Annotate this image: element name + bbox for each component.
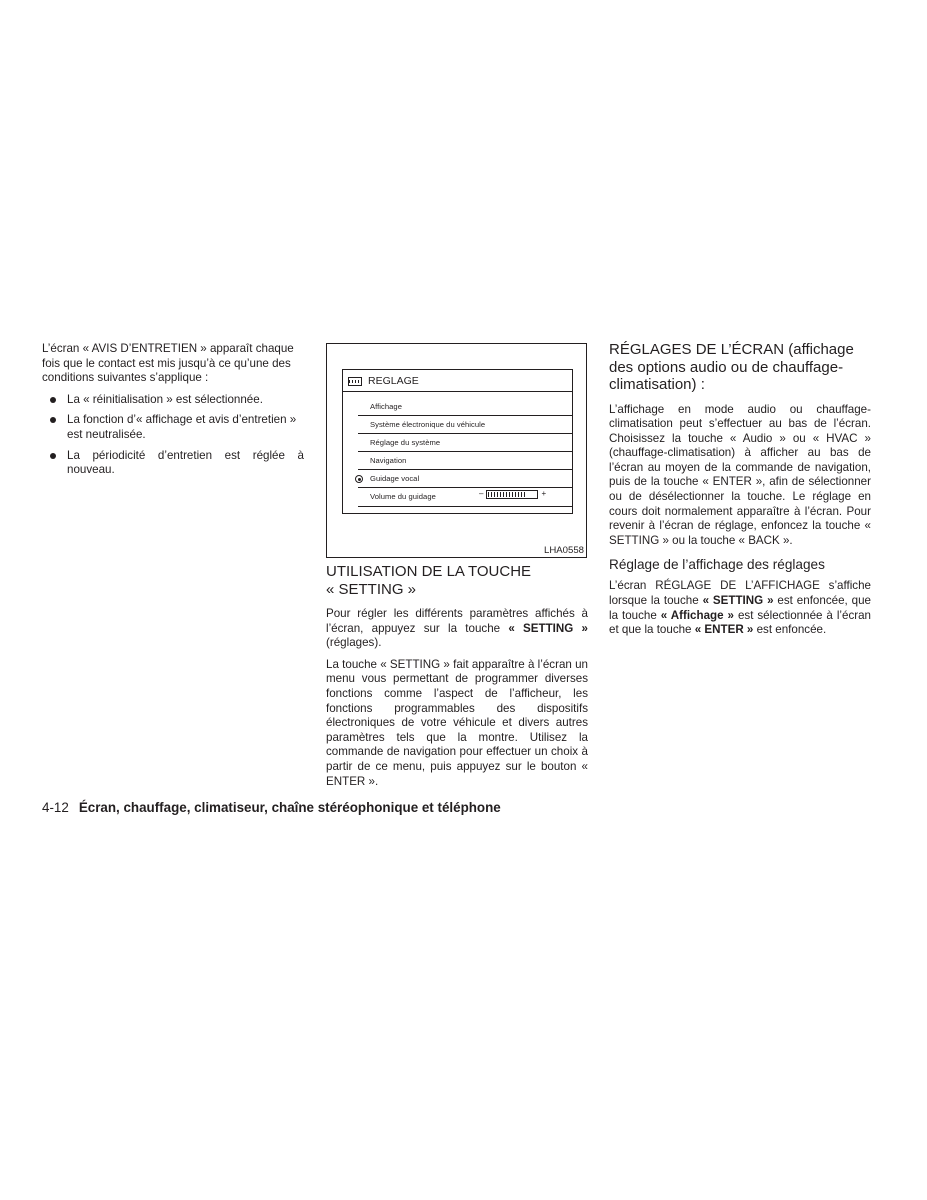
chapter-title: Écran, chauffage, climatiseur, chaîne stéréophonique et téléphone <box>78 800 501 815</box>
display-mode-paragraph: L’affichage en mode audio ou chauffage-climatisation peut s’effectuer au bas de l’écran. Choisissez la touche « Audio » ou « HVAC » (chauffage-climatisation) à afficher au bas de l’écran au moyen de la commande de navigation, puis de la touche « ENTER », afin de sélectionner ou de désélectionner la touche. Le réglage en cours doit normalement apparaître à l’écran. Pour revenir à l’écran de réglage, enfoncez la touche « SETTING » ou la touche « BACK ». <box>609 402 871 547</box>
slider-track[interactable] <box>486 490 538 499</box>
page-number: 4-12 <box>42 800 69 815</box>
para-text: est enfoncée, que la touche <box>609 594 871 622</box>
volume-slider[interactable] <box>479 489 546 499</box>
slider-plus: + <box>541 489 547 498</box>
setting-description-paragraph: La touche « SETTING » fait apparaître à l’écran un menu vous permettant de programmer diverses fonctions comme l’aspect de l’afficheur, les fonctions programmables des dispositifs électroniques de votre véhicule et divers autres paramètres tels que la montre. Utilisez la commande de navigation pour effectuer un choix à partir de ce menu, puis appuyez sur le bouton « ENTER ». <box>326 657 588 788</box>
setting-intro-paragraph <box>326 607 588 651</box>
figure-code: LHA0558 <box>543 545 584 556</box>
list-item: La « réinitialisation » est sélectionnée. <box>42 393 304 408</box>
setting-key-label: « SETTING » <box>702 594 774 608</box>
title-divider <box>343 391 572 392</box>
para-text: est sélectionnée à l’écran et que la touche <box>609 608 871 637</box>
heading-main: RÉGLAGES DE L’ÉCRAN <box>609 341 785 358</box>
para-text: est enfoncée. <box>753 623 827 637</box>
screen-title <box>348 374 419 388</box>
conditions-list <box>42 393 304 478</box>
menu-item-affichage[interactable]: Affichage <box>370 402 402 411</box>
page-footer <box>42 800 501 816</box>
enter-key-label: « ENTER » <box>694 623 754 637</box>
middle-column <box>326 563 588 789</box>
affichage-key-label: « Affichage » <box>660 608 734 622</box>
para-text: Pour régler les différents paramètres affichés à l’écran, appuyez sur la touche <box>326 607 588 635</box>
heading-line-1: UTILISATION DE LA TOUCHE <box>326 563 532 580</box>
menu-item-vehicle-electronics[interactable]: Système électronique du véhicule <box>370 420 486 429</box>
row-divider <box>358 487 573 488</box>
para-text: L’écran RÉGLAGE DE L’AFFICHAGE s’affiche lorsque la touche <box>609 579 871 608</box>
heading-sub: (affichage des options audio ou de chauffage-climatisation) : <box>609 341 854 393</box>
menu-item-system-settings[interactable]: Réglage du système <box>370 438 441 447</box>
menu-item-guidance-volume[interactable]: Volume du guidage <box>370 492 436 501</box>
display-settings-paragraph <box>609 579 871 637</box>
intro-paragraph: L’écran « AVIS D’ENTRETIEN » apparaît chaque fois que le contact est mis jusqu’à ce qu’une des conditions suivantes s’applique : <box>42 342 294 385</box>
menu-item-voice-guidance[interactable]: Guidage vocal <box>370 474 420 483</box>
right-column <box>609 341 871 638</box>
list-item: La périodicité d’entretien est réglée à nouveau. <box>42 449 304 478</box>
display-settings-subheading: Réglage de l’affichage des réglages <box>609 557 825 573</box>
row-divider <box>358 451 573 452</box>
heading-line-2: « SETTING » <box>326 580 417 598</box>
slider-minus: – <box>479 489 484 498</box>
menu-item-navigation[interactable]: Navigation <box>370 456 407 465</box>
keyboard-icon <box>348 377 362 386</box>
setting-key-label: « SETTING » <box>508 621 588 635</box>
list-item: La fonction d’« affichage et avis d’entretien » est neutralisée. <box>42 413 304 442</box>
section-heading <box>326 563 588 598</box>
row-divider <box>358 506 573 507</box>
slider-fill <box>488 492 527 497</box>
setting-screen-figure <box>326 343 587 558</box>
left-column <box>42 342 304 478</box>
row-divider <box>358 469 573 470</box>
para-text: (réglages). <box>326 636 382 650</box>
screen-title-text: REGLAGE <box>368 375 419 387</box>
radio-selected-icon[interactable] <box>355 475 363 483</box>
screen-settings-heading <box>609 341 871 394</box>
row-divider <box>358 415 573 416</box>
row-divider <box>358 433 573 434</box>
